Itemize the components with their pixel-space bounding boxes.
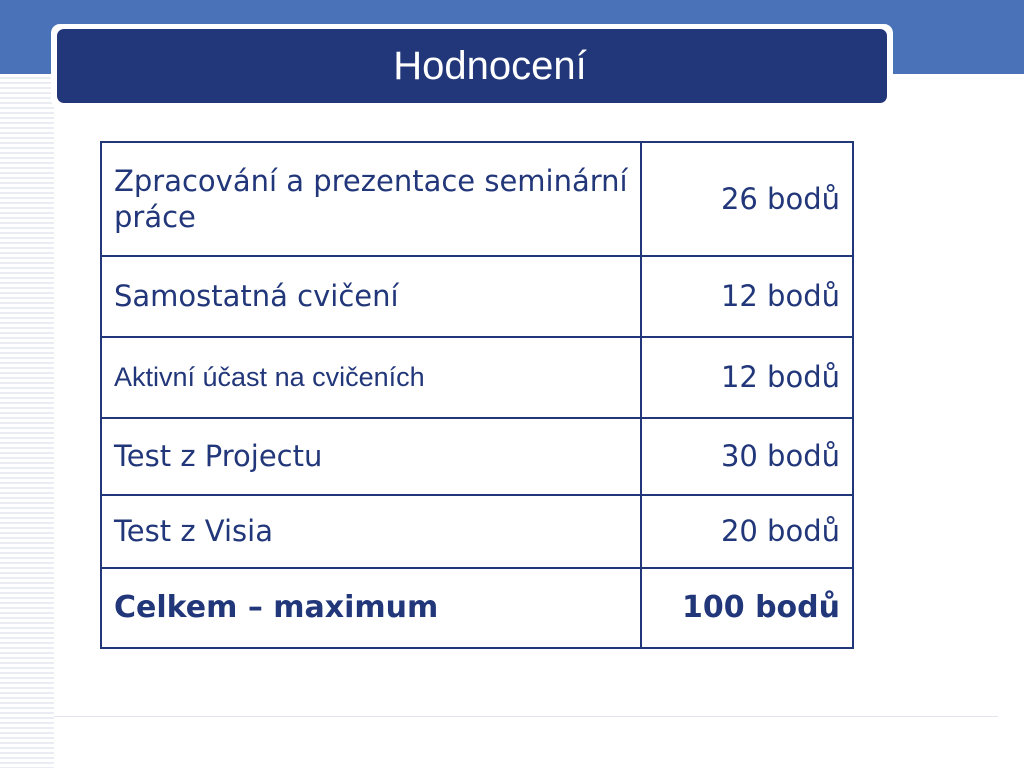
total-value: 100 bodů [641,568,853,648]
title-bar [57,29,887,103]
row-label: Aktivní účast na cvičeních [101,337,641,418]
table-row [101,256,853,337]
footer-divider [54,716,998,717]
table-row [101,418,853,495]
table-row [101,142,853,256]
row-label: Test z Projectu [101,418,641,495]
decorative-stripes [0,74,54,768]
row-label: Samostatná cvičení [101,256,641,337]
row-value: 26 bodů [641,142,853,256]
total-label: Celkem – maximum [101,568,641,648]
row-value: 12 bodů [641,256,853,337]
row-label: Zpracování a prezentace seminární práce [101,142,641,256]
row-value: 12 bodů [641,337,853,418]
row-value: 20 bodů [641,495,853,568]
table-row [101,495,853,568]
page-title: Hodnocení [393,44,587,88]
row-value: 30 bodů [641,418,853,495]
row-label: Test z Visia [101,495,641,568]
table-row [101,337,853,418]
total-row [101,568,853,648]
grading-table [100,141,854,649]
